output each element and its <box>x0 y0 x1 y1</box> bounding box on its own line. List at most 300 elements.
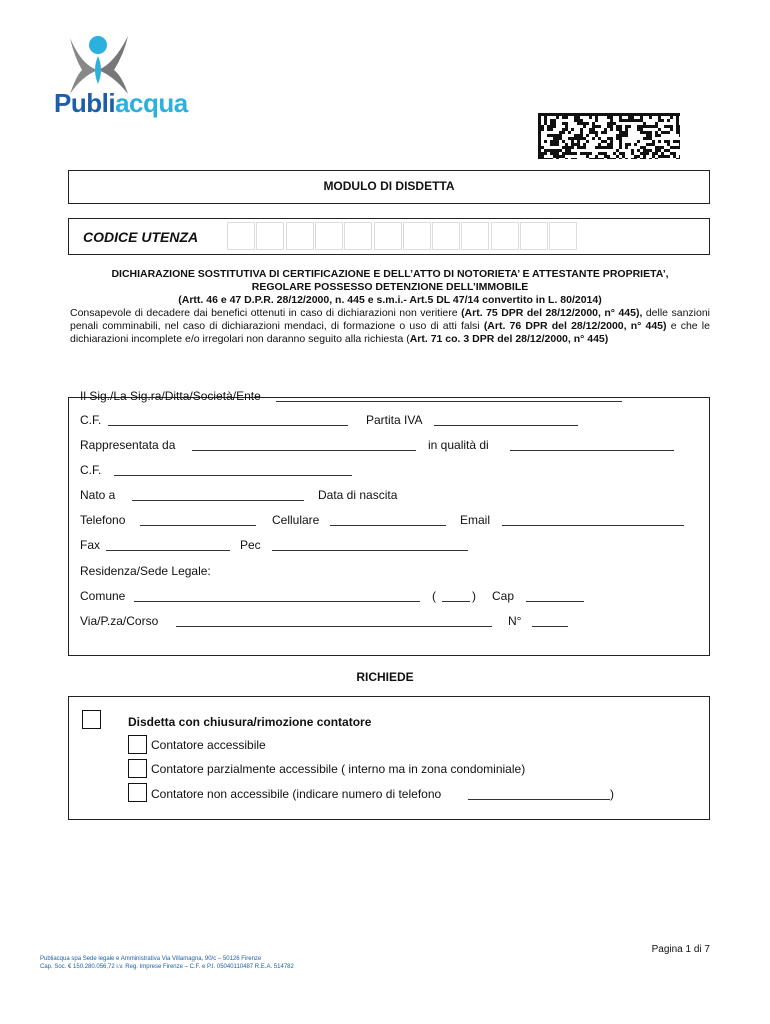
telefono-label: Telefono <box>80 513 126 527</box>
barcode-module <box>625 134 628 137</box>
barcode-module <box>598 158 601 159</box>
barcode-module <box>580 137 583 140</box>
barcode-module <box>547 113 550 116</box>
barcode-module <box>679 125 680 128</box>
barcode-module <box>556 116 559 119</box>
barcode-module <box>562 113 565 116</box>
barcode-module <box>550 143 553 146</box>
barcode-module <box>604 113 607 116</box>
barcode-module <box>610 128 613 131</box>
barcode-module <box>595 134 598 137</box>
codice-utenza-cell[interactable] <box>520 222 548 250</box>
barcode-module <box>616 113 619 116</box>
barcode-module <box>553 125 556 128</box>
barcode-module <box>652 152 655 155</box>
cf2-input-line[interactable] <box>114 475 352 476</box>
declaration-ref-1: (Art. 75 DPR del 28/12/2000, n° 445), <box>461 307 643 319</box>
contatore-non-accessibile-close: ) <box>610 787 614 801</box>
barcode-module <box>544 116 547 119</box>
form-title: MODULO DI DISDETTA <box>323 179 455 193</box>
barcode-module <box>619 116 622 119</box>
brand-wordmark <box>54 88 188 119</box>
partita-iva-label: Partita IVA <box>366 413 423 427</box>
qualita-input-line[interactable] <box>510 450 674 451</box>
barcode-module <box>670 116 673 119</box>
barcode-module <box>574 143 577 146</box>
barcode-module <box>595 119 598 122</box>
barcode-module <box>649 116 652 119</box>
barcode-module <box>571 140 574 143</box>
barcode-module <box>649 149 652 152</box>
barcode-module <box>574 116 577 119</box>
barcode-module <box>622 113 625 116</box>
barcode-module <box>679 155 680 158</box>
codice-utenza-cell[interactable] <box>403 222 431 250</box>
barcode-module <box>643 158 646 159</box>
barcode-module <box>628 125 631 128</box>
barcode-module <box>616 134 619 137</box>
codice-utenza-cell[interactable] <box>286 222 314 250</box>
barcode-module <box>643 113 646 116</box>
barcode-module <box>544 140 547 143</box>
barcode-module <box>652 125 655 128</box>
barcode-module <box>574 158 577 159</box>
barcode-module <box>595 125 598 128</box>
barcode-module <box>565 116 568 119</box>
barcode-module <box>661 131 664 134</box>
barcode-module <box>538 131 541 134</box>
barcode-module <box>559 113 562 116</box>
barcode-module <box>664 131 667 134</box>
barcode-module <box>643 155 646 158</box>
barcode-module <box>598 146 601 149</box>
barcode-module <box>550 158 553 159</box>
barcode-module <box>577 119 580 122</box>
barcode-module <box>604 146 607 149</box>
barcode-module <box>646 149 649 152</box>
codice-utenza-cell[interactable] <box>344 222 372 250</box>
barcode-module <box>577 134 580 137</box>
contatore-non-accessibile-checkbox[interactable] <box>128 783 147 802</box>
email-input-line[interactable] <box>502 525 684 526</box>
fax-label: Fax <box>80 538 101 552</box>
barcode-module <box>553 113 556 116</box>
barcode-module <box>568 146 571 149</box>
barcode-module <box>625 146 628 149</box>
nato-a-input-line[interactable] <box>132 500 304 501</box>
barcode-module <box>550 152 553 155</box>
barcode-module <box>607 122 610 125</box>
codice-utenza-cell[interactable] <box>461 222 489 250</box>
barcode-module <box>643 131 646 134</box>
barcode-module <box>571 143 574 146</box>
via-input-line[interactable] <box>176 626 492 627</box>
barcode-module <box>619 143 622 146</box>
barcode-module <box>640 116 643 119</box>
barcode-module <box>631 113 634 116</box>
barcode-module <box>538 155 541 158</box>
barcode-module <box>547 125 550 128</box>
barcode-module <box>643 122 646 125</box>
barcode-module <box>640 152 643 155</box>
barcode-module <box>622 134 625 137</box>
barcode-module <box>544 119 547 122</box>
barcode-module <box>571 158 574 159</box>
logo-head <box>89 36 107 54</box>
barcode-module <box>553 134 556 137</box>
numero-input-line[interactable] <box>532 626 568 627</box>
barcode-module <box>610 119 613 122</box>
pec-input-line[interactable] <box>272 550 468 551</box>
barcode-module <box>619 134 622 137</box>
barcode-module <box>658 128 661 131</box>
barcode-module <box>658 155 661 158</box>
barcode-module <box>607 137 610 140</box>
barcode-module <box>667 140 670 143</box>
barcode-module <box>538 149 541 152</box>
barcode-module <box>592 128 595 131</box>
barcode-module <box>613 158 616 159</box>
declaration-paragraph <box>70 307 710 346</box>
barcode-module <box>655 146 658 149</box>
barcode-module <box>562 128 565 131</box>
data-nascita-label: Data di nascita <box>318 488 398 502</box>
barcode-module <box>619 113 622 116</box>
barcode-module <box>553 137 556 140</box>
barcode-module <box>541 128 544 131</box>
barcode-module <box>610 143 613 146</box>
barcode-module <box>664 155 667 158</box>
barcode-module <box>658 113 661 116</box>
barcode-module <box>616 149 619 152</box>
barcode-module <box>634 113 637 116</box>
barcode-module <box>562 155 565 158</box>
barcode-module <box>625 113 628 116</box>
barcode-module <box>625 131 628 134</box>
barcode-module <box>631 149 634 152</box>
codice-utenza-cell[interactable] <box>432 222 460 250</box>
barcode-module <box>586 134 589 137</box>
barcode-module <box>550 134 553 137</box>
rappresentata-input-line[interactable] <box>192 450 416 451</box>
barcode-module <box>658 116 661 119</box>
barcode-module <box>556 137 559 140</box>
intestatario-label: Il Sig./La Sig.ra/Ditta/Società/Ente <box>80 389 261 403</box>
barcode-module <box>595 158 598 159</box>
barcode-module <box>577 143 580 146</box>
barcode-module <box>589 116 592 119</box>
barcode-module <box>565 158 568 159</box>
barcode-module <box>643 137 646 140</box>
barcode-module <box>604 152 607 155</box>
cellulare-input-line[interactable] <box>330 525 446 526</box>
cf2-label: C.F. <box>80 463 102 477</box>
barcode-module <box>601 158 604 159</box>
brand-name-part2: acqua <box>115 88 188 118</box>
barcode-module <box>640 119 643 122</box>
barcode-module <box>586 122 589 125</box>
partita-iva-input-line[interactable] <box>434 425 578 426</box>
barcode-module <box>595 131 598 134</box>
barcode-module <box>667 113 670 116</box>
barcode-module <box>622 131 625 134</box>
contatore-accessibile-label: Contatore accessibile <box>151 738 266 752</box>
barcode-module <box>589 113 592 116</box>
barcode-module <box>583 122 586 125</box>
barcode-module <box>556 134 559 137</box>
provincia-input-line[interactable] <box>442 601 470 602</box>
barcode-module <box>607 158 610 159</box>
barcode-module <box>592 122 595 125</box>
barcode-module <box>586 140 589 143</box>
barcode-module <box>637 119 640 122</box>
barcode-module <box>667 119 670 122</box>
provincia-close: ) <box>472 589 476 603</box>
barcode-module <box>607 116 610 119</box>
barcode-module <box>565 128 568 131</box>
rappresentata-label: Rappresentata da <box>80 438 176 452</box>
barcode-module <box>619 125 622 128</box>
barcode-module <box>655 113 658 116</box>
barcode-module <box>667 131 670 134</box>
codice-utenza-cell[interactable] <box>227 222 255 250</box>
barcode-module <box>553 119 556 122</box>
barcode-module <box>610 140 613 143</box>
barcode-module <box>667 143 670 146</box>
barcode-module <box>664 149 667 152</box>
barcode-module <box>553 122 556 125</box>
residenza-label: Residenza/Sede Legale: <box>80 564 211 578</box>
barcode-module <box>574 119 577 122</box>
barcode-module <box>676 128 679 131</box>
barcode-module <box>646 152 649 155</box>
barcode-module <box>670 128 673 131</box>
barcode-module <box>607 155 610 158</box>
barcode-module <box>655 131 658 134</box>
barcode-module <box>658 146 661 149</box>
barcode-module <box>538 140 541 143</box>
cap-input-line[interactable] <box>526 601 584 602</box>
codice-utenza-cell[interactable] <box>315 222 343 250</box>
barcode-module <box>604 128 607 131</box>
barcode-module <box>604 131 607 134</box>
barcode-module <box>640 131 643 134</box>
barcode-module <box>661 119 664 122</box>
barcode-module <box>577 146 580 149</box>
barcode-module <box>583 125 586 128</box>
codice-utenza-cell[interactable] <box>491 222 519 250</box>
barcode-module <box>679 131 680 134</box>
barcode-module <box>544 152 547 155</box>
barcode-module <box>646 131 649 134</box>
declaration-text-2: delle sanzioni penali comminabili, nel caso di dichiarazioni mendaci, di formazione o uso di atti falsi <box>70 307 711 332</box>
barcode-module <box>583 137 586 140</box>
contatore-parziale-label: Contatore parzialmente accessibile ( interno ma in zona condominiale) <box>151 762 526 776</box>
barcode-module <box>580 113 583 116</box>
barcode-module <box>568 152 571 155</box>
barcode-module <box>619 128 622 131</box>
richiede-heading: RICHIEDE <box>356 670 414 684</box>
barcode-module <box>565 143 568 146</box>
barcode-module <box>595 155 598 158</box>
barcode-module <box>643 152 646 155</box>
barcode-module <box>610 116 613 119</box>
barcode-module <box>649 125 652 128</box>
intestatario-input-line[interactable] <box>276 401 622 402</box>
barcode-module <box>538 152 541 155</box>
barcode-module <box>580 134 583 137</box>
declaration-ref-2: (Art. 76 DPR del 28/12/2000, n° 445) <box>483 320 667 332</box>
barcode-module <box>667 125 670 128</box>
cellulare-label: Cellulare <box>272 513 320 527</box>
barcode-module <box>628 119 631 122</box>
barcode-module <box>598 113 601 116</box>
barcode-module <box>673 155 676 158</box>
barcode-module <box>676 140 679 143</box>
codice-utenza-label: CODICE UTENZA <box>83 229 199 245</box>
disdetta-checkbox[interactable] <box>82 710 101 729</box>
barcode-module <box>649 134 652 137</box>
barcode-module <box>619 152 622 155</box>
codice-utenza-cell[interactable] <box>374 222 402 250</box>
barcode-module <box>541 146 544 149</box>
barcode-module <box>586 113 589 116</box>
telefono-contatore-input-line[interactable] <box>468 799 610 800</box>
barcode-module <box>655 125 658 128</box>
barcode-module <box>670 152 673 155</box>
barcode-module <box>556 155 559 158</box>
barcode-module <box>568 131 571 134</box>
barcode-module <box>643 146 646 149</box>
barcode-module <box>544 149 547 152</box>
barcode-module <box>676 113 679 116</box>
contatore-accessibile-checkbox[interactable] <box>128 735 147 754</box>
barcode-module <box>598 143 601 146</box>
contatore-parziale-checkbox[interactable] <box>128 759 147 778</box>
barcode-module <box>541 152 544 155</box>
barcode-module <box>676 131 679 134</box>
barcode-module <box>655 149 658 152</box>
barcode-module <box>562 146 565 149</box>
barcode-module <box>589 152 592 155</box>
barcode-module <box>607 113 610 116</box>
barcode-module <box>604 140 607 143</box>
barcode-module <box>571 137 574 140</box>
barcode-module <box>664 113 667 116</box>
barcode-module <box>592 158 595 159</box>
barcode-module <box>562 152 565 155</box>
barcode-module <box>661 113 664 116</box>
telefono-input-line[interactable] <box>140 525 256 526</box>
barcode-module <box>610 137 613 140</box>
barcode-module <box>598 152 601 155</box>
barcode-module <box>637 155 640 158</box>
barcode-module <box>646 125 649 128</box>
cf-input-line[interactable] <box>108 425 348 426</box>
barcode-module <box>580 146 583 149</box>
barcode-module <box>634 143 637 146</box>
footer-line-1: Publiacqua spa Sede legale e Amministrativa Via Villamagna, 90/c – 50126 Firenze <box>40 956 262 962</box>
barcode-module <box>568 149 571 152</box>
barcode-module <box>661 155 664 158</box>
barcode-module <box>637 113 640 116</box>
barcode-module <box>601 113 604 116</box>
barcode-module <box>673 152 676 155</box>
barcode-module <box>631 158 634 159</box>
barcode-module <box>601 140 604 143</box>
barcode-module <box>601 131 604 134</box>
barcode-module <box>658 149 661 152</box>
barcode-module <box>637 125 640 128</box>
barcode-module <box>538 122 541 125</box>
barcode-module <box>541 155 544 158</box>
barcode-module <box>628 143 631 146</box>
barcode-module <box>619 146 622 149</box>
contatore-non-accessibile-label: Contatore non accessibile (indicare numero di telefono <box>151 787 442 801</box>
nato-a-label: Nato a <box>80 488 116 502</box>
barcode-module <box>556 149 559 152</box>
barcode-module <box>586 155 589 158</box>
barcode-module <box>619 119 622 122</box>
declaration-heading-3: (Artt. 46 e 47 D.P.R. 28/12/2000, n. 445 e s.m.i.- Art.5 DL 47/14 convertito in L. 80/2014) <box>178 294 602 306</box>
comune-input-line[interactable] <box>134 601 420 602</box>
barcode-module <box>673 113 676 116</box>
barcode-module <box>589 131 592 134</box>
barcode-module <box>565 152 568 155</box>
barcode-module <box>580 128 583 131</box>
barcode-module <box>676 158 679 159</box>
provincia-open: ( <box>432 589 436 603</box>
barcode-module <box>610 158 613 159</box>
barcode-module <box>610 113 613 116</box>
codice-utenza-cell[interactable] <box>549 222 577 250</box>
barcode-module <box>580 119 583 122</box>
barcode-module <box>601 152 604 155</box>
barcode-module <box>595 146 598 149</box>
barcode-module <box>643 149 646 152</box>
barcode-module <box>625 158 628 159</box>
barcode-module <box>577 140 580 143</box>
barcode-module <box>583 143 586 146</box>
barcode-module <box>553 143 556 146</box>
barcode-module <box>547 134 550 137</box>
codice-utenza-cell[interactable] <box>256 222 284 250</box>
barcode-module <box>640 128 643 131</box>
barcode-module <box>556 152 559 155</box>
barcode-module <box>562 122 565 125</box>
barcode-module <box>625 143 628 146</box>
barcode-module <box>613 113 616 116</box>
barcode-module <box>652 155 655 158</box>
barcode-module <box>634 158 637 159</box>
barcode-module <box>649 113 652 116</box>
barcode-module <box>562 131 565 134</box>
fax-input-line[interactable] <box>106 550 230 551</box>
barcode-module <box>655 122 658 125</box>
barcode-module <box>580 131 583 134</box>
barcode-module <box>550 140 553 143</box>
barcode-module <box>664 125 667 128</box>
barcode-module <box>622 119 625 122</box>
disdetta-label: Disdetta con chiusura/rimozione contatore <box>128 715 372 729</box>
barcode-module <box>550 149 553 152</box>
barcode-module <box>589 128 592 131</box>
barcode-module <box>652 143 655 146</box>
barcode-module <box>580 152 583 155</box>
numero-label: N° <box>508 614 522 628</box>
barcode-module <box>538 158 541 159</box>
barcode-module <box>610 122 613 125</box>
